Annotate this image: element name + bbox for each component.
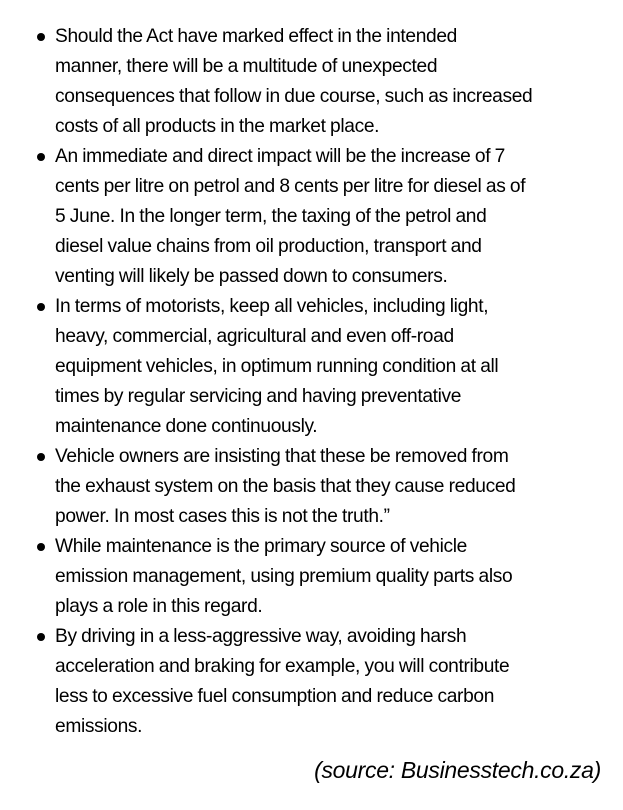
bullet-item-2 xyxy=(0,142,623,292)
bullet-icon xyxy=(37,303,45,311)
text-line: cents per litre on petrol and 8 cents per litre for diesel as of xyxy=(55,176,526,197)
bullet-icon xyxy=(37,153,45,161)
bullet-item-4 xyxy=(0,442,623,532)
text-line: consequences that follow in due course, such as increased xyxy=(55,86,533,107)
text-line: 5 June. In the longer term, the taxing of the petrol and xyxy=(55,206,487,227)
text-line: heavy, commercial, agricultural and even off-road xyxy=(55,326,454,347)
text-line: An immediate and direct impact will be the increase of 7 xyxy=(55,146,505,167)
bullet-item-6 xyxy=(0,622,623,742)
text-line: By driving in a less-aggressive way, avoiding harsh xyxy=(55,626,467,647)
bullet-icon xyxy=(37,543,45,551)
text-line: times by regular servicing and having preventative xyxy=(55,386,462,407)
text-line: less to excessive fuel consumption and reduce carbon xyxy=(55,686,495,707)
text-line: Should the Act have marked effect in the intended xyxy=(55,26,457,47)
text-line: manner, there will be a multitude of unexpected xyxy=(55,56,438,77)
text-line: maintenance done continuously. xyxy=(55,416,318,437)
text-line: the exhaust system on the basis that they cause reduced xyxy=(55,476,516,497)
text-line: In terms of motorists, keep all vehicles, including light, xyxy=(55,296,489,317)
bullet-list xyxy=(0,22,623,742)
text-line: venting will likely be passed down to consumers. xyxy=(55,266,448,287)
bullet-item-1 xyxy=(0,22,623,142)
document-body xyxy=(0,22,623,742)
bullet-icon xyxy=(37,33,45,41)
text-line: diesel value chains from oil production, transport and xyxy=(55,236,482,257)
text-line: Vehicle owners are insisting that these be removed from xyxy=(55,446,509,467)
text-line: plays a role in this regard. xyxy=(55,596,263,617)
source-citation: (source: Businesstech.co.za) xyxy=(314,757,601,783)
bullet-icon xyxy=(37,633,45,641)
text-line: costs of all products in the market place. xyxy=(55,116,380,137)
bullet-icon xyxy=(37,453,45,461)
text-line: While maintenance is the primary source of vehicle xyxy=(55,536,467,557)
text-line: emission management, using premium quality parts also xyxy=(55,566,513,587)
bullet-item-3 xyxy=(0,292,623,442)
text-line: emissions. xyxy=(55,716,143,737)
text-line: equipment vehicles, in optimum running condition at all xyxy=(55,356,499,377)
text-line: acceleration and braking for example, you will contribute xyxy=(55,656,510,677)
bullet-item-5 xyxy=(0,532,623,622)
text-line: power. In most cases this is not the truth.” xyxy=(55,506,390,527)
